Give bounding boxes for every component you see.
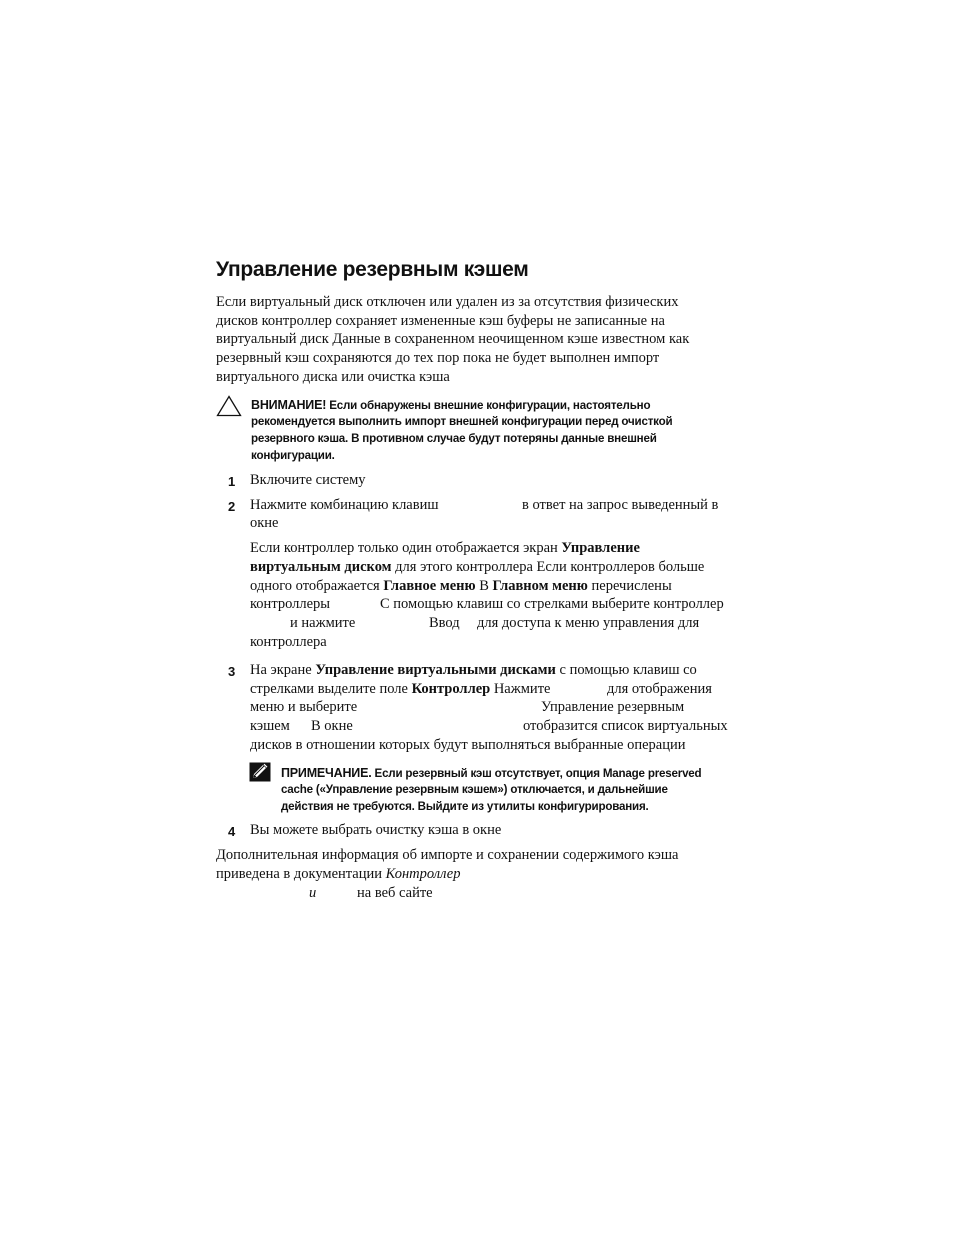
step-2-bold-text: Управление (561, 540, 640, 556)
note-text: Если резервный кэш отсутствует, опция (374, 767, 603, 780)
step-2-para-text: Если контроллер только один отображается экран (250, 540, 562, 556)
step-4-text: Вы можете выбрать очистку кэша в окне (250, 822, 502, 838)
step-2-line-1a: Нажмите комбинацию клавиш (250, 497, 439, 513)
step-2-para-line-1 (250, 540, 640, 557)
caution-text-1: Если обнаружены внешние конфигурации, настоятельно (329, 399, 651, 412)
footer-line-1: Дополнительная информация об импорте и сохранении содержимого кэша (216, 847, 679, 863)
footer-line-3a (309, 885, 316, 902)
intro-line-4: резервный кэш сохраняются до тех пор пока не будет выполнен импорт (216, 350, 660, 366)
note-line-1 (281, 766, 701, 780)
caution-icon (216, 395, 242, 417)
step-3-line-3b: Управление резервным (541, 699, 685, 715)
note-text: cache (281, 783, 313, 796)
step-3-line-1 (250, 662, 697, 679)
step-2-para-line-5c: для доступа к меню управления для (477, 615, 700, 631)
step-1-number: 1 (228, 474, 236, 489)
step-3-text: Нажмите (490, 681, 551, 697)
step-2-para-text: для этого контроллера Если контроллеров больше (391, 559, 705, 575)
caution-line-1 (251, 398, 650, 412)
intro-line-5: виртуального диска или очистка кэша (216, 369, 450, 385)
step-2-para-line-3 (250, 578, 672, 595)
note-text: («Управление резервным кэшем») отключается, и дальнейшие (312, 783, 668, 796)
step-2-bold-text: Главном меню (492, 578, 588, 594)
step-3-number: 3 (228, 664, 236, 679)
note-pencil-icon (249, 762, 271, 782)
step-3-text: стрелками выделите поле (250, 681, 412, 697)
note-label: ПРИМЕЧАНИЕ. (281, 766, 372, 780)
caution-line-3: резервного кэша. В противном случае будут потеряны данные внешней (251, 432, 657, 445)
step-3-text: с помощью клавиш со (555, 662, 697, 678)
footer-line-2 (216, 866, 460, 883)
step-2-bold-text: виртуальным диском (250, 559, 392, 575)
step-3-line-2d: для отображения (607, 681, 712, 697)
footer-italic-text: и (309, 885, 317, 901)
step-3-line-4c: отобразится список виртуальных (523, 718, 728, 734)
step-2-para-line-5a: и нажмите (290, 615, 356, 631)
intro-line-3: виртуальный диск Данные в сохраненном неочищенном кэше известном как (216, 331, 690, 347)
intro-line-1: Если виртуальный диск отключен или удален из за отсутствия физических (216, 294, 679, 310)
caution-label: ВНИМАНИЕ! (251, 398, 327, 412)
step-2-para-text: перечислены (587, 578, 672, 594)
step-2-bold-text: Главное меню (383, 578, 476, 594)
step-2-para-line-4a: контроллеры (250, 596, 331, 612)
note-text: Manage preserved (602, 767, 702, 780)
step-3-line-5: дисков в отношении которых будут выполняться выбранные операции (250, 737, 686, 753)
step-2-number: 2 (228, 499, 236, 514)
note-line-2 (281, 783, 668, 796)
step-3-bold-text: Контроллер (411, 681, 491, 697)
step-2-para-line-2 (250, 559, 704, 576)
step-3-text: На экране (250, 662, 316, 678)
step-4-number: 4 (228, 824, 236, 839)
note-line-3: действия не требуются. Выйдите из утилиты конфигурирования. (281, 800, 649, 813)
step-3-line-4b: В окне (311, 718, 353, 734)
caution-line-4: конфигурации. (251, 449, 335, 462)
step-2-para-line-6: контроллера (250, 634, 327, 650)
step-2-para-line-4b: С помощью клавиш со стрелками выберите контроллер (380, 596, 724, 612)
footer-line-3b: на веб сайте (357, 885, 433, 901)
footer-italic-text: Контроллер (385, 866, 461, 882)
step-2-line-2: окне (250, 515, 279, 531)
step-3-line-2 (250, 681, 550, 698)
step-3-line-3a: меню и выберите (250, 699, 358, 715)
step-2-para-line-5b: Ввод (429, 615, 460, 631)
step-1-text: Включите систему (250, 472, 366, 488)
step-2-line-1b: в ответ на запрос выведенный в (522, 497, 719, 513)
step-3-line-4a: кэшем (250, 718, 290, 734)
step-3-bold-text: Управление виртуальными дисками (315, 662, 556, 678)
caution-line-2: рекомендуется выполнить импорт внешней конфигурации перед очисткой (251, 415, 673, 428)
page-title: Управление резервным кэшем (216, 258, 529, 281)
intro-line-2: дисков контроллер сохраняет измененные кэш буферы не записанные на (216, 313, 665, 329)
step-2-para-text: одного отображается (250, 578, 384, 594)
step-2-para-text: В (475, 578, 493, 594)
footer-text: приведена в документации (216, 866, 386, 882)
